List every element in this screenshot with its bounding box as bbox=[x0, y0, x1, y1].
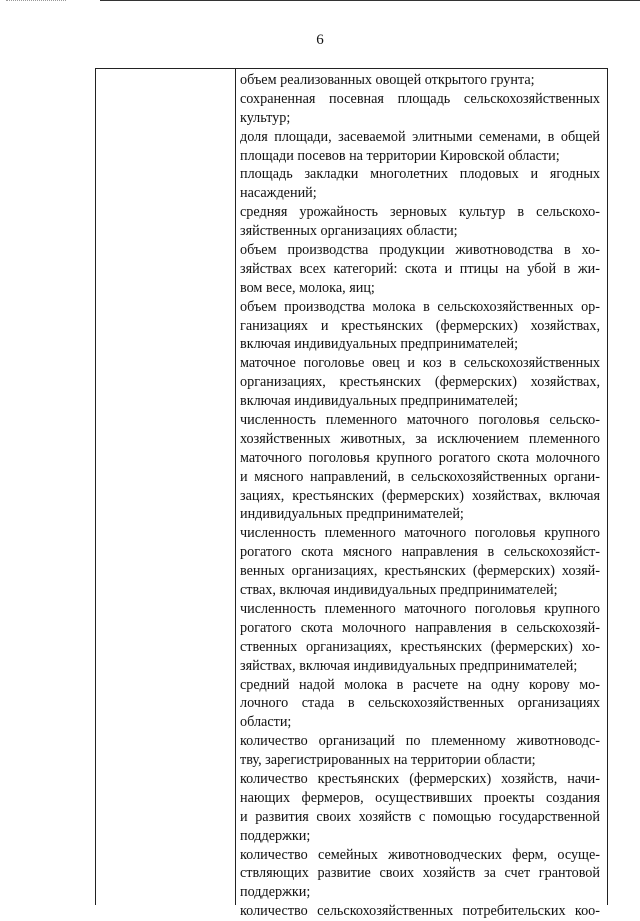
text-line: зяйствах, включая индивидуальных предпринимателей; bbox=[240, 657, 578, 674]
page-number: 6 bbox=[316, 32, 324, 48]
table-left-cell bbox=[96, 69, 236, 905]
text-line: насаждений; bbox=[240, 185, 317, 202]
document-table bbox=[95, 68, 608, 920]
text-line: вом весе, молока, яиц; bbox=[240, 279, 375, 296]
text-line: ганизациях и крестьянских (фермерских) хозяйствах, bbox=[240, 317, 600, 334]
text-line: зациях, крестьянских (фермерских) хозяйствах, включая bbox=[240, 487, 600, 504]
text-line: включая индивидуальных предпринимателей; bbox=[240, 393, 519, 410]
text-line: средний надой молока в расчете на одну корову мо- bbox=[240, 676, 600, 693]
text-line: количество организаций по племенному животноводс- bbox=[240, 733, 600, 750]
text-line: и мясного направлений, в сельскохозяйственных органи- bbox=[240, 468, 600, 485]
text-line: лочного стада в сельскохозяйственных организациях bbox=[240, 695, 600, 712]
text-line: маточного поголовья крупного рогатого скота молочного bbox=[240, 449, 600, 466]
text-line: зяйственных организациях области; bbox=[240, 223, 458, 240]
text-line: объем производства продукции животноводства в хо- bbox=[240, 242, 600, 259]
text-line: ствах, включая индивидуальных предпринимателей; bbox=[240, 582, 558, 599]
text-line: хозяйственных животных, за исключением племенного bbox=[240, 430, 600, 447]
scan-dotted-mark bbox=[6, 0, 66, 2]
text-line: рогатого скота молочного направления в сельскохозяй- bbox=[240, 619, 600, 636]
text-line: средняя урожайность зерновых культур в сельскохо- bbox=[240, 204, 600, 221]
text-line: количество сельскохозяйственных потребительских коо- bbox=[240, 903, 600, 920]
top-rule bbox=[100, 0, 640, 1]
text-line: включая индивидуальных предпринимателей; bbox=[240, 336, 519, 353]
text-line: площади посевов на территории Кировской области; bbox=[240, 147, 560, 164]
text-line: рогатого скота мясного направления в сельскохозяйст- bbox=[240, 544, 600, 561]
text-line: сохраненная посевная площадь сельскохозяйственных bbox=[240, 90, 600, 107]
text-line: численность племенного маточного поголовья крупного bbox=[240, 600, 600, 617]
text-line: индивидуальных предпринимателей; bbox=[240, 506, 464, 523]
text-line: тву, зарегистрированных на территории области; bbox=[240, 752, 536, 769]
text-line: ственных организациях, крестьянских (фермерских) хо- bbox=[240, 638, 600, 655]
text-line: и развития своих хозяйств с помощью государственной bbox=[240, 808, 600, 825]
table-right-cell bbox=[240, 71, 600, 921]
text-line: объем реализованных овощей открытого грунта; bbox=[240, 72, 535, 88]
top-edge-marks bbox=[0, 0, 640, 2]
text-line: культур; bbox=[240, 109, 291, 126]
text-line: ствляющих развитие своих хозяйств за счет грантовой bbox=[240, 865, 600, 882]
text-line: маточное поголовье овец и коз в сельскохозяйственных bbox=[240, 355, 600, 372]
text-line: поддержки; bbox=[240, 884, 311, 901]
text-line: объем производства молока в сельскохозяйственных ор- bbox=[240, 298, 600, 315]
text-line: количество крестьянских (фермерских) хозяйств, начи- bbox=[240, 770, 600, 787]
text-line: численность племенного маточного поголовья крупного bbox=[240, 525, 600, 542]
text-line: доля площади, засеваемой элитными семенами, в общей bbox=[240, 128, 600, 145]
text-line: зяйствах всех категорий: скота и птицы на убой в жи- bbox=[240, 260, 600, 277]
text-line: венных организациях, крестьянских (фермерских) хозяй- bbox=[240, 563, 600, 580]
text-line: поддержки; bbox=[240, 827, 311, 844]
text-line: области; bbox=[240, 714, 292, 731]
text-line: численность племенного маточного поголовья сельско- bbox=[240, 412, 600, 429]
text-line: нающих фермеров, осуществивших проекты создания bbox=[240, 789, 600, 806]
text-line: количество семейных животноводческих ферм, осуще- bbox=[240, 846, 600, 863]
text-line: организациях, крестьянских (фермерских) хозяйствах, bbox=[240, 374, 600, 391]
text-line: площадь закладки многолетних плодовых и ягодных bbox=[240, 166, 600, 183]
